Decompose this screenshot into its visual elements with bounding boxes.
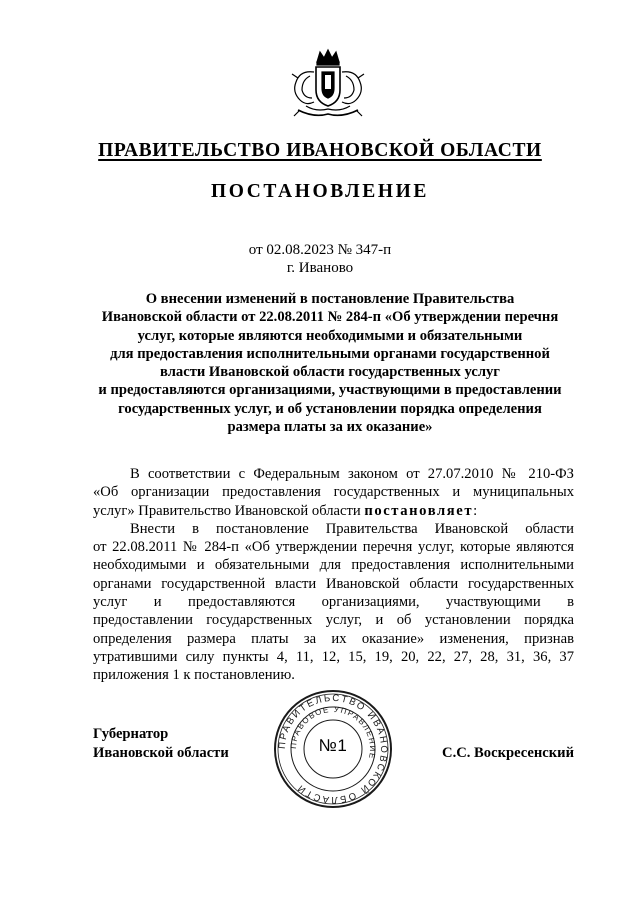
heading-line: для предоставления исполнительными органами государственной — [110, 345, 550, 362]
body-line: В соответствии с Федеральным законом от 27.07.2010 № 210-ФЗ — [130, 466, 574, 482]
body-line: от 22.08.2011 № 284-п «Об утверждении перечня услуг, которые являются — [93, 539, 574, 556]
body-text: : — [473, 502, 478, 519]
heading-line: власти Ивановской области государственных услуг — [160, 364, 500, 381]
document-meta — [0, 241, 640, 277]
heading-line: О внесении изменений в постановление Правительства — [145, 291, 515, 307]
organization-title: ПРАВИТЕЛЬСТВО ИВАНОВСКОЙ ОБЛАСТИ — [98, 140, 542, 161]
seal-inner-text: ПРАВОВОЕ УПРАВЛЕНИЕ — [288, 704, 378, 761]
body-line — [93, 502, 574, 520]
document-city: г. Иваново — [286, 260, 354, 276]
heading-line: услуг, которые являются необходимыми и обязательными — [137, 327, 523, 344]
heading-line: размера платы за их оказание» — [227, 419, 433, 436]
document-heading — [80, 290, 580, 436]
position-line: Ивановской области — [93, 745, 229, 761]
heading-line: Ивановской области от 22.08.2011 № 284-п «Об утверждении перечня — [101, 309, 559, 326]
body-line: определения размера платы за их оказание» изменения, признав — [93, 630, 574, 647]
document-type: ПОСТАНОВЛЕНИЕ — [210, 181, 430, 202]
seal-outer-text: ПРАВИТЕЛЬСТВО ИВАНОВСКОЙ ОБЛАСТИ — [276, 692, 390, 806]
body-line: предоставлении государственных услуг, и об установлении порядка — [93, 612, 574, 629]
body-line: приложения 1 к постановлению. — [93, 667, 295, 684]
heading-line: государственных услуг, и об установлении порядка определения — [118, 400, 542, 417]
heading-line: и предоставляются организациями, участвующими в предоставлении — [98, 382, 562, 399]
body-line: необходимыми и обязательными для предоставления исполнительными — [93, 557, 574, 574]
document-body — [93, 465, 574, 685]
coat-of-arms-icon — [286, 48, 370, 122]
body-line: органами государственной власти Ивановской области государственных — [93, 575, 574, 592]
document-date-number: от 02.08.2023 № 347-п — [248, 242, 392, 258]
decree-word: постановляет — [364, 502, 474, 519]
body-line: утратившими силу пункты 4, 11, 12, 15, 19, 20, 22, 27, 28, 31, 36, 37 — [93, 648, 574, 665]
signatory-position — [93, 725, 229, 763]
body-line: Внести в постановление Правительства Ивановской области — [130, 520, 574, 537]
seal-number: №1 — [318, 736, 348, 755]
position-line: Губернатор — [93, 726, 169, 742]
signatory-name: С.С. Воскресенский — [442, 745, 574, 761]
body-text: услуг» Правительство Ивановской области — [93, 502, 365, 519]
body-line: «Об организации предоставления государственных и муниципальных — [93, 484, 574, 501]
body-line: услуг и предоставляются организациями, участвующими в — [93, 594, 574, 611]
